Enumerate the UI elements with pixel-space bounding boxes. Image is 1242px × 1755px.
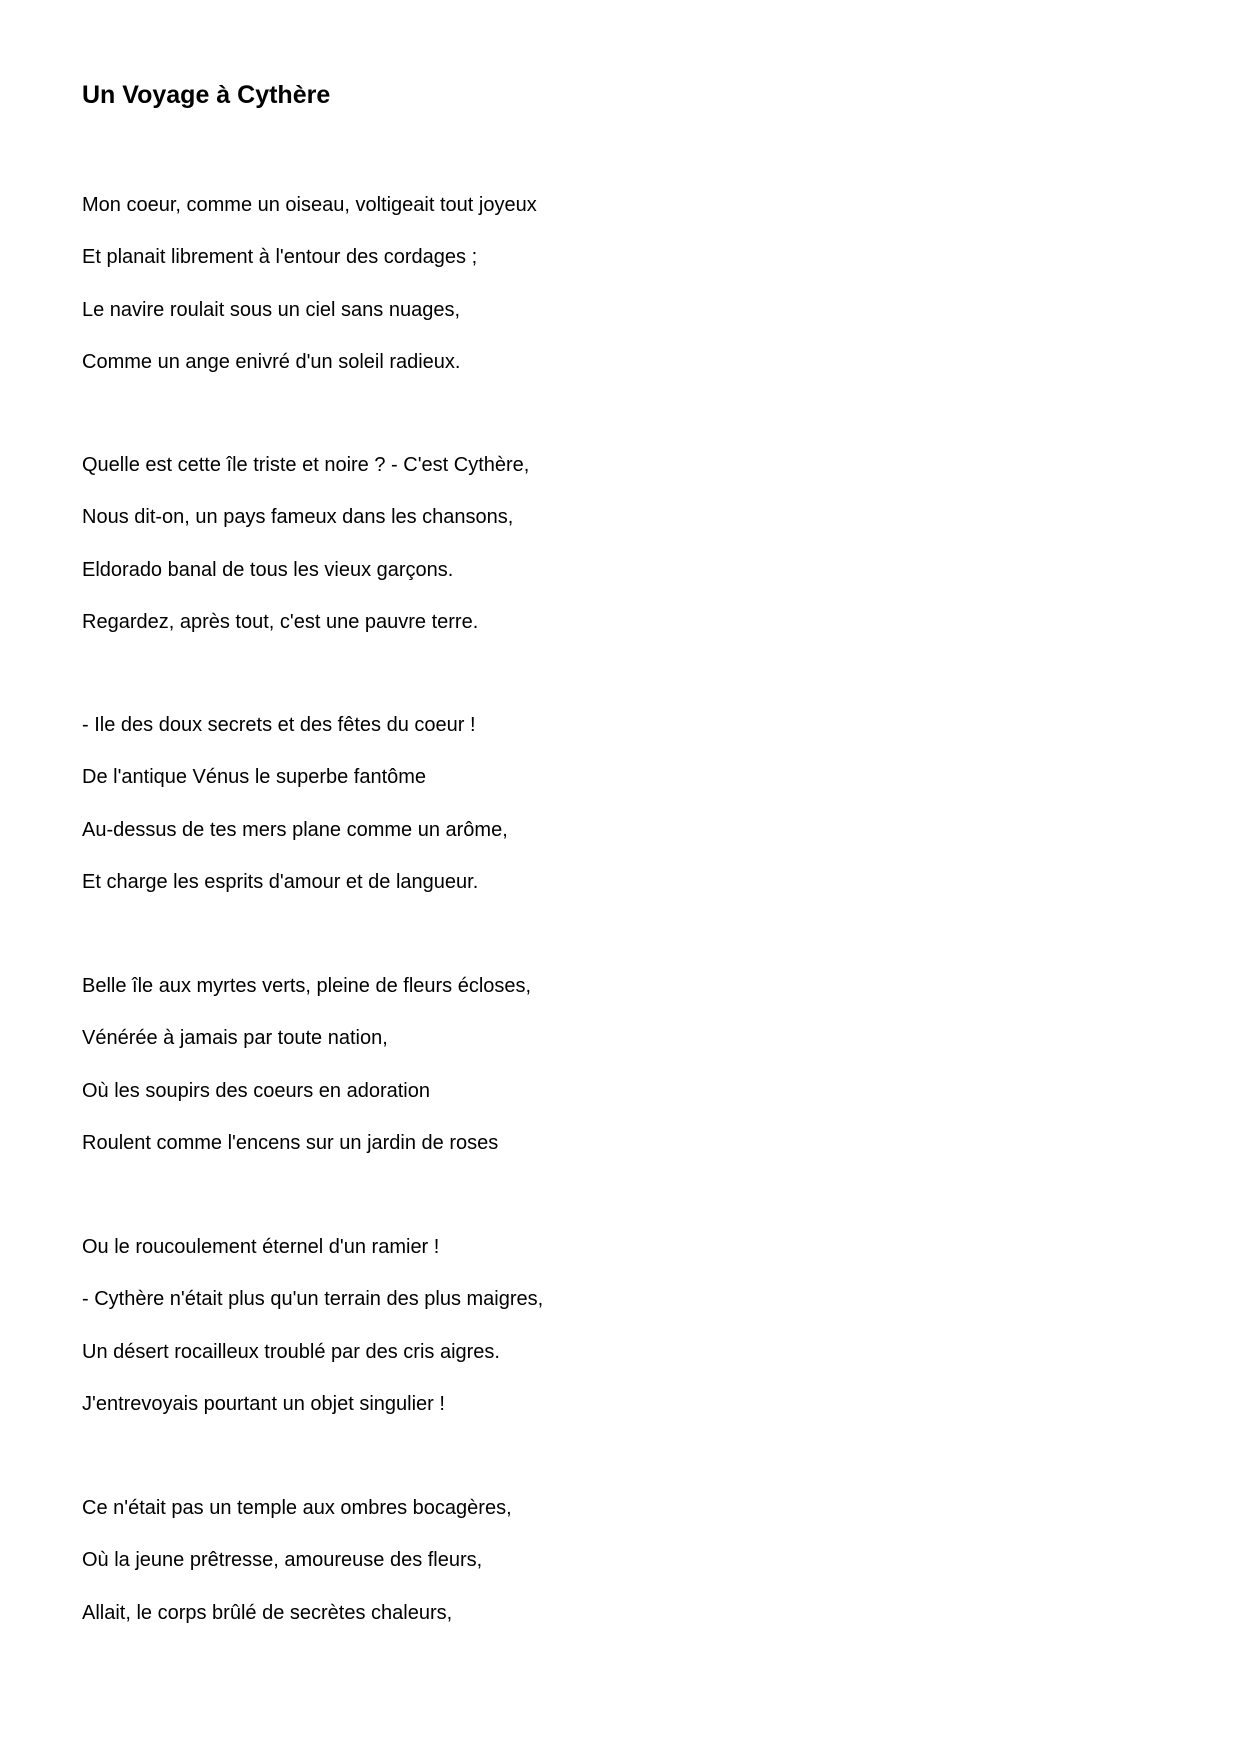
verse-line: Au-dessus de tes mers plane comme un arôme, bbox=[82, 818, 508, 841]
verse-line: J'entrevoyais pourtant un objet singulier ! bbox=[82, 1392, 445, 1415]
verse-line: Eldorado banal de tous les vieux garçons. bbox=[82, 558, 454, 581]
stanza-4 bbox=[82, 971, 531, 1180]
verse-line: Où les soupirs des coeurs en adoration bbox=[82, 1079, 430, 1102]
verse-line: Vénérée à jamais par toute nation, bbox=[82, 1027, 388, 1050]
stanza-6 bbox=[82, 1493, 512, 1650]
verse-line: Belle île aux myrtes verts, pleine de fleurs écloses, bbox=[82, 975, 532, 997]
verse-line: Le navire roulait sous un ciel sans nuages, bbox=[82, 298, 461, 321]
verse-line: Allait, le corps brûlé de secrètes chaleurs, bbox=[82, 1601, 453, 1624]
verse-line: Mon coeur, comme un oiseau, voltigeait tout joyeux bbox=[82, 194, 537, 216]
verse-line: Regardez, après tout, c'est une pauvre terre. bbox=[82, 610, 479, 633]
poem-title: Un Voyage à Cythère bbox=[82, 81, 331, 109]
verse-line: Et planait librement à l'entour des cordages ; bbox=[82, 246, 478, 269]
verse-line: De l'antique Vénus le superbe fantôme bbox=[82, 766, 427, 789]
verse-line: Ce n'était pas un temple aux ombres bocagères, bbox=[82, 1497, 512, 1519]
verse-line: Nous dit-on, un pays fameux dans les chansons, bbox=[82, 506, 514, 529]
verse-line: - Ile des doux secrets et des fêtes du coeur ! bbox=[82, 714, 476, 736]
verse-line: Roulent comme l'encens sur un jardin de roses bbox=[82, 1131, 499, 1154]
verse-line: Comme un ange enivré d'un soleil radieux. bbox=[82, 350, 461, 373]
stanza-2 bbox=[82, 450, 529, 659]
stanza-3 bbox=[82, 710, 508, 919]
verse-line: Un désert rocailleux troublé par des cris aigres. bbox=[82, 1340, 500, 1363]
verse-line: Ou le roucoulement éternel d'un ramier ! bbox=[82, 1236, 440, 1258]
stanza-5 bbox=[82, 1232, 543, 1441]
verse-line: Et charge les esprits d'amour et de langueur. bbox=[82, 870, 479, 893]
verse-line: Quelle est cette île triste et noire ? - C'est Cythère, bbox=[82, 454, 530, 476]
verse-line: Où la jeune prêtresse, amoureuse des fleurs, bbox=[82, 1549, 483, 1572]
stanza-1 bbox=[82, 190, 537, 399]
verse-line: - Cythère n'était plus qu'un terrain des plus maigres, bbox=[82, 1288, 544, 1311]
